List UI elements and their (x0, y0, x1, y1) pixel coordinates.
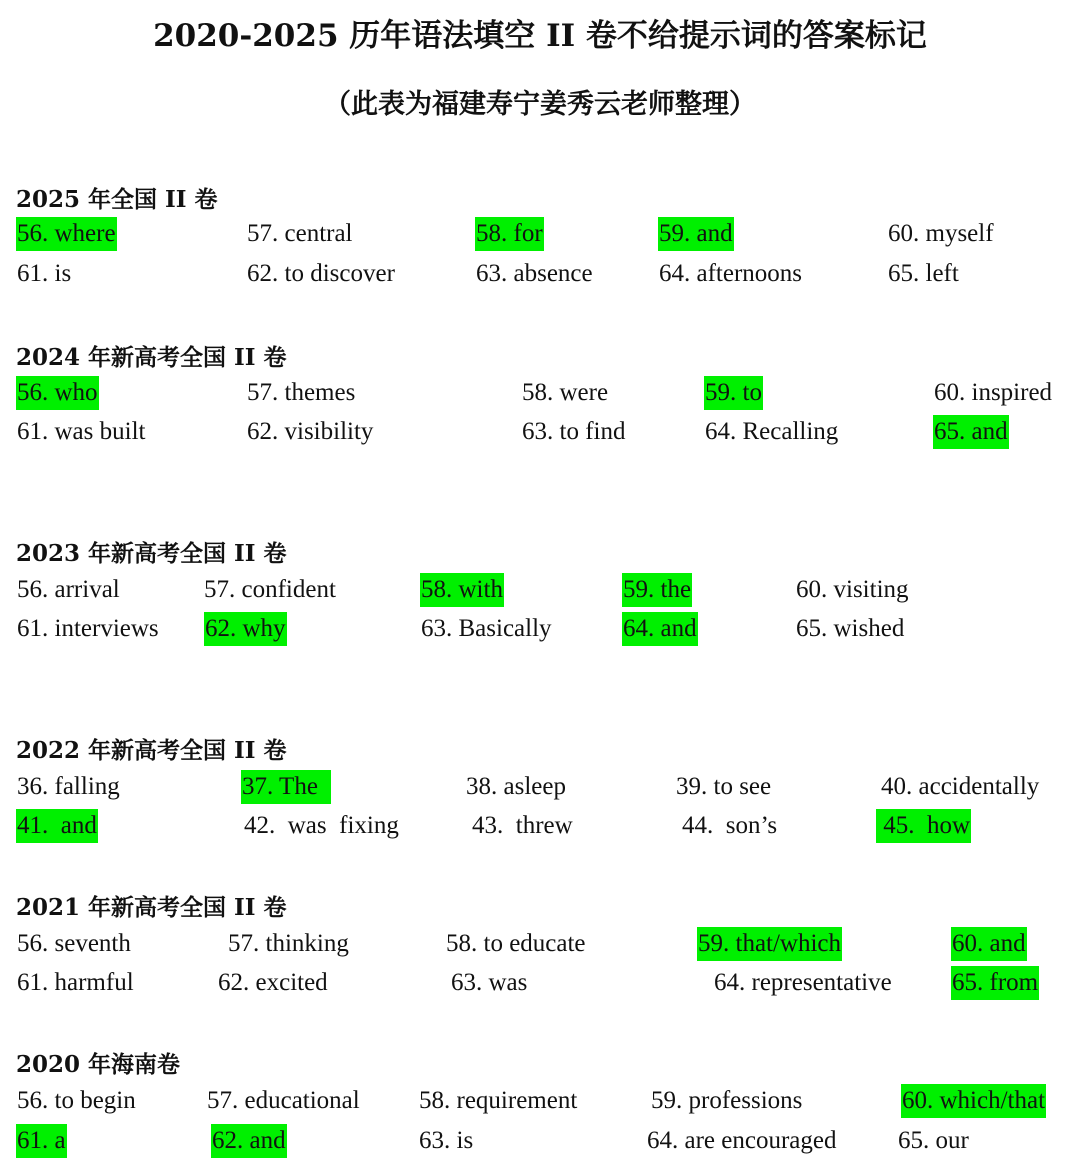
answer-item-highlighted: 65. and (933, 415, 1009, 449)
answer-item: 64. are encouraged (647, 1127, 837, 1154)
document-subtitle: （此表为福建寿宁姜秀云老师整理） (324, 89, 756, 120)
answer-item: 63. is (419, 1127, 474, 1154)
answer-item: 63. Basically (421, 615, 552, 642)
answer-item: 57. themes (247, 379, 356, 406)
answer-item-highlighted: 64. and (622, 612, 698, 646)
answer-item: 65. our (898, 1127, 969, 1154)
answer-item-highlighted: 65. from (951, 966, 1039, 1000)
answer-item: 63. was (451, 969, 528, 996)
answer-item: 61. was built (17, 418, 146, 445)
answer-item-highlighted: 56. where (16, 217, 117, 251)
section-heading: 2023 年新高考全国 II 卷 (16, 540, 287, 567)
answer-item-highlighted: 56. who (16, 376, 99, 410)
answer-item: 65. left (888, 260, 959, 287)
answer-item-highlighted: 59. the (622, 573, 692, 607)
answer-item: 56. arrival (17, 576, 120, 603)
answer-item: 36. falling (17, 773, 120, 800)
answer-item: 61. is (17, 260, 72, 287)
answer-item-highlighted: 62. why (204, 612, 287, 646)
answer-item: 64. Recalling (705, 418, 839, 445)
section-heading: 2021 年新高考全国 II 卷 (16, 894, 287, 921)
answer-item: 56. to begin (17, 1087, 136, 1114)
answer-item: 44. son’s (682, 812, 778, 839)
answer-item-highlighted: 59. and (658, 217, 734, 251)
answer-item: 62. visibility (247, 418, 374, 445)
answer-item: 59. professions (651, 1087, 803, 1114)
section-heading: 2020 年海南卷 (16, 1051, 181, 1078)
answer-item: 56. seventh (17, 930, 131, 957)
section-heading: 2025 年全国 II 卷 (16, 186, 218, 213)
answer-item: 58. were (522, 379, 609, 406)
answer-item: 40. accidentally (881, 773, 1040, 800)
answer-item: 64. representative (714, 969, 892, 996)
answer-item: 42. was fixing (244, 812, 399, 839)
answer-item-highlighted: 37. The (241, 770, 331, 804)
answer-item: 65. wished (796, 615, 905, 642)
answer-item: 58. to educate (446, 930, 586, 957)
answer-item: 57. confident (204, 576, 336, 603)
answer-item: 60. inspired (934, 379, 1053, 406)
answer-item-highlighted: 41. and (16, 809, 98, 843)
answer-item-highlighted: 59. that/which (697, 927, 842, 961)
answer-item-highlighted: 61. a (16, 1124, 67, 1158)
answer-item-highlighted: 62. and (211, 1124, 287, 1158)
answer-item: 62. excited (218, 969, 328, 996)
section-heading: 2024 年新高考全国 II 卷 (16, 344, 287, 371)
answer-item: 61. interviews (17, 615, 159, 642)
answer-item: 61. harmful (17, 969, 134, 996)
answer-item: 57. thinking (228, 930, 349, 957)
answer-item: 62. to discover (247, 260, 395, 287)
answer-item: 57. central (247, 220, 353, 247)
answer-item-highlighted: 60. which/that (901, 1084, 1046, 1118)
answer-item-highlighted: 60. and (951, 927, 1027, 961)
answer-item: 43. threw (472, 812, 573, 839)
answer-item-highlighted: 58. with (420, 573, 504, 607)
answer-item: 63. to find (522, 418, 626, 445)
answer-item: 63. absence (476, 260, 593, 287)
answer-item: 64. afternoons (659, 260, 803, 287)
answer-item: 58. requirement (419, 1087, 578, 1114)
document-title: 2020-2025 历年语法填空 II 卷不给提示词的答案标记 (153, 18, 927, 54)
section-heading: 2022 年新高考全国 II 卷 (16, 737, 287, 764)
answer-item: 39. to see (676, 773, 772, 800)
answer-item-highlighted: 59. to (704, 376, 763, 410)
answer-item: 60. myself (888, 220, 994, 247)
answer-item: 57. educational (207, 1087, 360, 1114)
answer-item-highlighted: 58. for (475, 217, 544, 251)
answer-item: 60. visiting (796, 576, 909, 603)
answer-item: 38. asleep (466, 773, 566, 800)
answer-item-highlighted: 45. how (876, 809, 971, 843)
